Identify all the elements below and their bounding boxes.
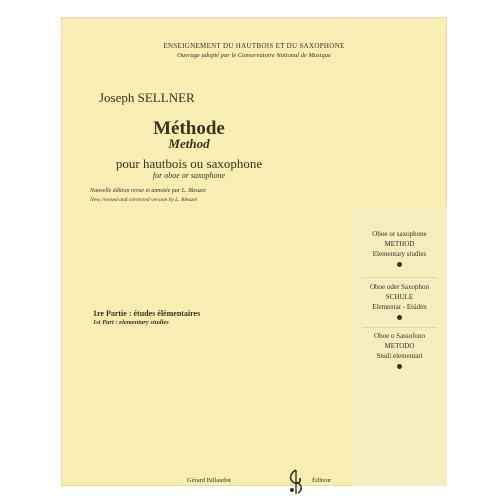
book-title: Méthode: [153, 118, 225, 139]
publisher-role: Éditeur: [312, 477, 332, 484]
translation-title: SCHULE: [385, 293, 414, 301]
part-title: 1re Partie : études élémentaires: [93, 309, 201, 318]
bullet-icon: [397, 315, 402, 320]
translation-instrument: Oboe oder Saxophon: [369, 283, 430, 291]
translation-title: METODO: [384, 342, 415, 350]
translation-description: Elementar - Etüden: [372, 303, 427, 311]
divider: [362, 277, 437, 278]
translation-instrument: Oboe or saxophone: [372, 230, 427, 238]
edition-note: Nouvelle édition revue et annotée par L. Bleuzet: [90, 188, 206, 194]
translation-instrument: Oboe o Sassofono: [374, 332, 425, 340]
translation-title: METHOD: [384, 240, 415, 248]
series-subtitle: Ouvrage adopté par le Conservatoire National de Musique: [177, 52, 331, 59]
translation-description: Elementary studies: [372, 250, 427, 258]
book-subtitle-english: for oboe or saxophone: [152, 171, 226, 180]
translation-block-english: [352, 229, 447, 267]
series-title: ENSEIGNEMENT DU HAUTBOIS ET DU SAXOPHONE: [163, 42, 345, 50]
translations-panel: [352, 207, 447, 486]
composer-name: Joseph SELLNER: [99, 90, 195, 105]
publisher-footer: [181, 469, 391, 493]
translation-block-german: [352, 282, 447, 320]
book-title-english: Method: [168, 136, 210, 151]
edition-note-english: New, revised and corrected version by L. Bleuzet: [90, 197, 198, 203]
book-subtitle: pour hautbois ou saxophone: [115, 156, 263, 171]
bullet-icon: [397, 262, 402, 267]
translation-block-italian: [352, 331, 447, 369]
bullet-icon: [397, 364, 402, 369]
part-title-english: 1st Part : elementary studies: [93, 319, 169, 326]
translation-description: Studi elementari: [376, 352, 423, 360]
publisher-name: Gérard Billaudot: [187, 477, 231, 484]
divider: [362, 327, 437, 328]
publisher-logo-icon: [285, 469, 307, 495]
book-cover: [61, 17, 447, 486]
